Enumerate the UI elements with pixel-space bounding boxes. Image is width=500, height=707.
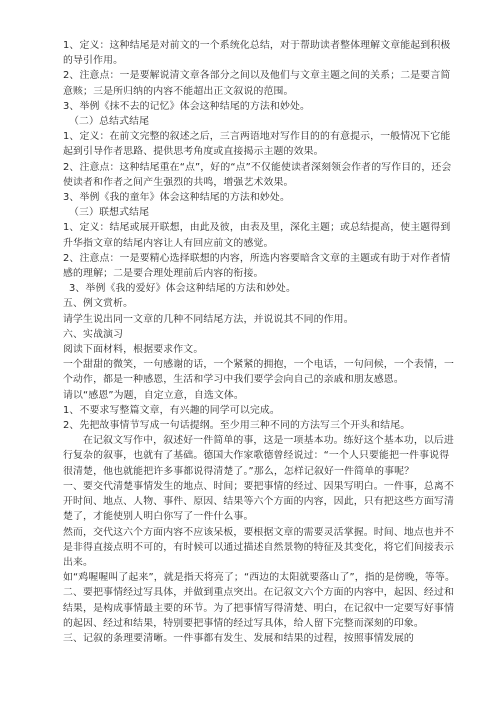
paragraph-point-1: 一、要交代清楚事情发生的地点、时间；要把事情的经过、因果写明白。一件事，总离不开时间、地点、人物、事件、原因、结果等六个方面的内容，因此，只有把这些方面写清楚了，才能使别人明白你写了一件什么事。 — [63, 480, 454, 523]
section-heading-summary-ending: （二）总结式结尾 — [69, 116, 150, 128]
paragraph-definition-3: 1、定义：结尾或展开联想，由此及彼，由表及里，深化主题；或总结提高，使主题得到升华指文章的结尾内容让人有回应前文的感觉。 — [63, 222, 451, 249]
paragraph-example-3: 3、举例《我的爱好》体会这种结尾的方法和妙处。 — [69, 283, 296, 295]
section-heading-association-ending: （三）联想式结尾 — [69, 207, 150, 219]
paragraph-definition-1: 1、定义：这种结尾是对前文的一个系统化总结，对于帮助读者整体理解文章能起到积极的导引作用。 — [63, 40, 451, 67]
paragraph-note-3: 2、注意点：一是要精心选择联想的内容，所选内容要暗含文章的主题或有助于对作者情感的理解；二是要合理处理前后内容的衔接。 — [63, 252, 451, 280]
paragraph-point-1-continued: 然而，交代这六个方面内容不应该呆板，要根据文章的需要灵活掌握。时间、地点也并不是非得直接点明不可的，有时候可以通过描述自然景物的特征及其变化，将它们间接表示出来。 — [63, 526, 454, 568]
paragraph-point-1-example: 如“鸡喔喔叫了起来”，就是指天将亮了；“西边的太阳就要落山了”，指的是傍晚，等等。 — [63, 572, 455, 584]
paragraph-narrative-intro: 在记叙文写作中，叙述好一件简单的事，这是一项基本功。练好这个基本功，以后进行复杂的叙事，也就有了基础。德国大作家歌德曾经说过：“一个人只要能把一件事说得很清楚，他也就能把许多事都说得清楚了。”那么，怎样记叙好一件简单的事呢？ — [63, 435, 454, 477]
paragraph-prompt: 请以“感恩”为题，自定立意，自选文体。 — [63, 389, 244, 401]
paragraph-reading-instruction: 阅读下面材料，根据要求作文。 — [63, 344, 204, 356]
section-heading-example-analysis: 五、例文赏析。 — [63, 298, 134, 310]
paragraph-definition-2: 1、定义：在前文完整的叙述之后，三言两语地对写作目的的有意提示，一般情况下它能起到引导作者思路、提供思考角度或直接揭示主题的效果。 — [63, 131, 451, 158]
paragraph-task-instruction: 请学生说出同一文章的几种不同结尾方法，并说说其不同的作用。 — [63, 313, 354, 325]
paragraph-example-1: 3、举例《抹不去的记忆》体会这种结尾的方法和妙处。 — [63, 100, 311, 112]
paragraph-example-2: 3、举例《我的童年》体会这种结尾的方法和妙处。 — [63, 192, 290, 204]
paragraph-note-2: 2、注意点：这种结尾重在“点”，好的“点”不仅能使读者深刻领会作者的写作目的，还会使读者和作者之间产生强烈的共鸣，增强艺术效果。 — [63, 161, 452, 188]
paragraph-material: 一个甜甜的微笑，一句感谢的话，一个紧紧的拥抱，一个电话，一句问候，一个表情，一个动作，都是一种感恩，生活和学习中我们要学会向自己的亲戚和朋友感恩。 — [63, 359, 454, 386]
paragraph-requirement-1: 1、不要求写整篇文章，有兴趣的同学可以完成。 — [63, 404, 280, 416]
paragraph-requirement-2: 2、先把故事情节写成一句话提纲。至少用三种不同的方法写三个开头和结尾。 — [63, 420, 411, 432]
paragraph-note-1: 2、注意点：一是要解说清文章各部分之间以及他们与文章主题之间的关系；二是要言简意赅；三是所归纳的内容不能超出正文叙说的范围。 — [63, 70, 451, 97]
paragraph-point-2: 二、要把事情经过写具体，并做到重点突出。在记叙文六个方面的内容中，起因、经过和结果，是构成事情最主要的环节。为了把事情写得清楚、明白，在记叙中一定要写好事情的起因、经过和结果，特别要把事情的经过写具体，给人留下完整而深刻的印象。 — [63, 587, 454, 629]
section-heading-practice: 六、实战演习 — [63, 328, 124, 340]
paragraph-point-3: 三、记叙的条理要清晰。一件事都有发生、发展和结果的过程，按照事情发展的 — [63, 632, 414, 644]
